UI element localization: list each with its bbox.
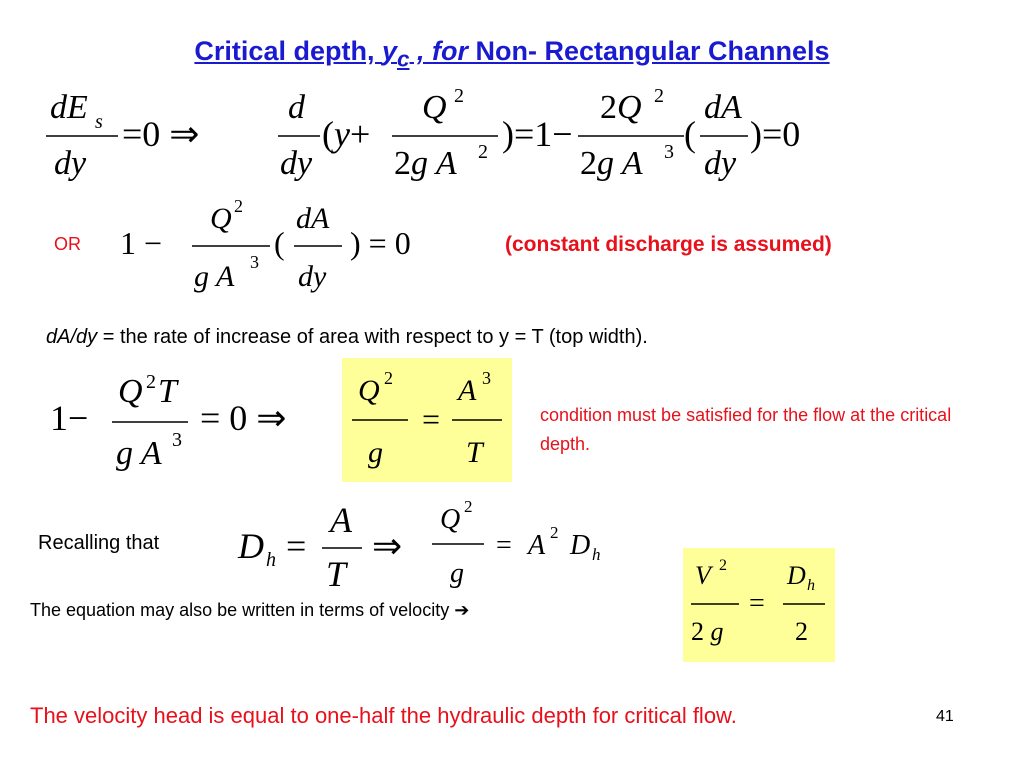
critical-condition-note: condition must be satisfied for the flow at the critical depth. [540,405,952,454]
svg-text:dy: dy [280,145,313,182]
svg-text:=: = [496,530,512,561]
conclusion-text: The velocity head is equal to one-half the hydraulic depth for critical flow. [30,703,737,728]
critical-equation-highlight [342,358,512,482]
svg-text:2: 2 [478,141,488,163]
svg-text:(: ( [274,225,285,261]
svg-text:T: T [326,554,347,594]
svg-text:(y+: (y+ [322,114,371,154]
svg-text:⇒: ⇒ [372,526,403,566]
svg-text:2: 2 [464,497,473,516]
svg-text:g A: g A [116,435,162,472]
svg-text:T: T [466,436,483,469]
dady-definition [46,326,648,349]
right-arrow-icon: ➔ [454,600,470,620]
svg-text:=0 ⇒: =0 ⇒ [122,114,200,154]
svg-text:g: g [450,558,464,589]
svg-text:d: d [288,89,305,126]
svg-text:2: 2 [654,85,664,107]
equation-hydraulic-depth [232,494,632,598]
title-for: for [432,36,469,66]
equation-critical-flow [342,358,512,482]
constant-discharge-note: (constant discharge is assumed) [505,233,832,256]
svg-text:)=0: )=0 [750,114,801,154]
svg-text:Q: Q [422,89,447,126]
svg-text:2 g: 2 g [691,617,724,646]
velocity-text: The equation may also be written in terms of velocity [30,600,450,620]
svg-text:h: h [266,549,276,571]
svg-text:dA: dA [704,89,742,126]
svg-text:A: A [330,500,352,540]
svg-text:A: A [528,530,546,561]
svg-text:h: h [807,577,815,594]
svg-text:dA: dA [296,202,330,235]
svg-text:2: 2 [795,617,808,646]
svg-text:3: 3 [250,252,259,272]
svg-text:=: = [286,526,307,566]
svg-text:2Q: 2Q [600,89,642,126]
title-part2: Non- Rectangular Channels [468,36,830,66]
page-number: 41 [936,708,954,725]
title-var: y [381,36,397,66]
svg-text:2: 2 [146,371,156,393]
svg-text:dE: dE [50,89,88,126]
svg-text:=: = [422,401,441,437]
title-comma: , [409,36,433,66]
svg-text:D: D [238,526,264,566]
svg-text:3: 3 [482,368,491,388]
svg-text:T: T [158,373,177,410]
equation-critical-condition [110,192,460,296]
velocity-form-text [30,600,469,621]
svg-text:3: 3 [664,141,674,163]
svg-text:= 0 ⇒: = 0 ⇒ [200,398,287,438]
svg-text:Q: Q [210,202,232,235]
recalling-label: Recalling that [38,532,160,554]
svg-text:3: 3 [172,429,182,451]
svg-text:dy: dy [704,145,737,182]
svg-text:A: A [458,374,477,407]
equation-velocity-head [683,548,835,662]
svg-text:s: s [95,111,103,133]
or-label: OR [54,234,81,254]
svg-text:=: = [749,588,765,619]
svg-text:1 −: 1 − [120,225,163,261]
svg-text:g: g [368,436,383,469]
svg-text:2: 2 [454,85,464,107]
svg-text:2: 2 [550,523,559,542]
svg-text:V: V [695,561,711,590]
svg-text:1−: 1− [50,398,89,438]
svg-text:D: D [570,530,591,561]
svg-text:Q: Q [358,374,380,407]
svg-text:dy: dy [298,260,327,293]
velocity-equation-highlight [683,548,835,662]
svg-text:2: 2 [384,368,393,388]
svg-text:Q: Q [118,373,143,410]
equation-energy-derivative [30,78,830,190]
slide-title [0,36,1024,72]
dady-text: the rate of increase of area with respect to y = T (top width). [119,326,648,348]
svg-text:D: D [787,561,806,590]
svg-text:2g A: 2g A [394,145,457,182]
dady-eq: = [97,326,120,348]
equation-top-width-condition [50,364,340,484]
svg-text:Q: Q [440,504,461,535]
svg-text:)=1−: )=1− [502,114,573,154]
svg-text:h: h [592,545,601,564]
svg-text:2g A: 2g A [580,145,643,182]
svg-text:2: 2 [234,196,243,216]
svg-text:(: ( [684,114,696,154]
dady-lhs: dA/dy [46,326,98,348]
title-part1: Critical depth, [194,36,382,66]
svg-text:g A: g A [194,260,235,293]
title-sub: c [396,46,410,72]
svg-text:2: 2 [719,557,727,574]
svg-text:dy: dy [54,145,87,182]
svg-text:) = 0: ) = 0 [350,225,411,261]
